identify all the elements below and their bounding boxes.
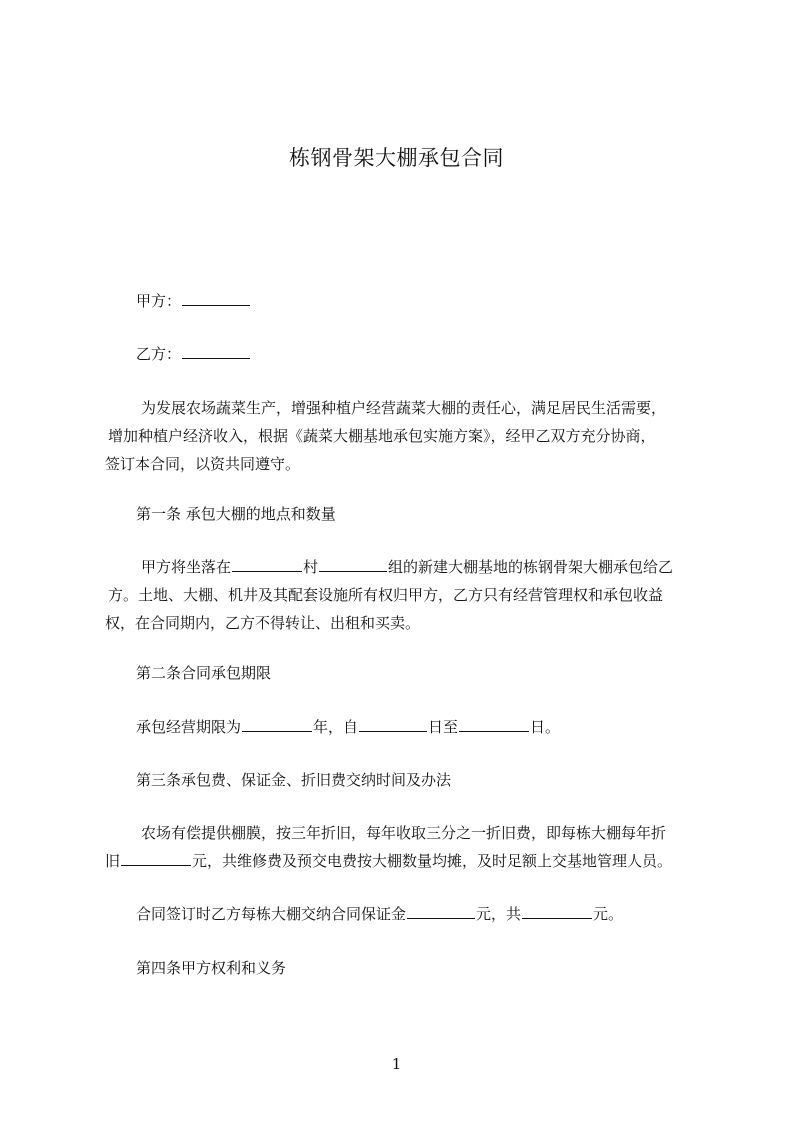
document-title: 栋钢骨架大棚承包合同: [289, 146, 504, 170]
deposit-per-blank: [407, 902, 475, 919]
party-b-blank: [182, 342, 250, 359]
party-a-label: 甲方：: [136, 292, 182, 310]
article-1-text-a: 甲方将坐落在: [141, 558, 232, 576]
party-b-label: 乙方：: [136, 345, 182, 363]
article-4-heading: 第四条甲方权利和义务: [136, 959, 287, 977]
deposit-line: [105, 900, 705, 928]
party-b-line: [105, 340, 705, 368]
article-1-line-2: 方。土地、大棚、机井及其配套设施所有权归甲方，乙方只有经营管理权和承包收益: [108, 586, 664, 604]
depreciation-blank: [121, 849, 191, 866]
party-a-line: [105, 287, 705, 315]
article-3-text-b: 元，共维修费及预交电费按大棚数量均摊，及时足额上交基地管理人员。: [192, 852, 673, 870]
term-text-a: 承包经营期限为: [136, 718, 242, 736]
group-blank: [319, 555, 387, 572]
term-text-b: 年，自: [313, 718, 359, 736]
term-years-blank: [242, 715, 312, 732]
intro-line-3: 签订本合同，以资共同遵守。: [105, 455, 301, 473]
article-1-paragraph: [105, 553, 705, 637]
deposit-text-b: 元，共: [476, 905, 522, 923]
article-2-term-line: [105, 713, 705, 741]
article-3-paragraph: [105, 819, 705, 875]
term-text-d: 日。: [530, 718, 561, 736]
term-text-c: 日至: [428, 718, 459, 736]
article-1-heading: 第一条 承包大棚的地点和数量: [136, 505, 336, 523]
article-3-line-1: 农场有偿提供棚膜，按三年折旧，每年收取三分之一折旧费，即每栋大棚每年折: [141, 824, 667, 842]
article-1-line-1: [105, 553, 705, 581]
deposit-total-blank: [522, 902, 592, 919]
article-1-text-c: 组的新建大棚基地的栋钢骨架大棚承包给乙: [388, 558, 674, 576]
article-1-text-b: 村: [303, 558, 319, 576]
article-3-heading: 第三条承包费、保证金、折旧费交纳时间及办法: [136, 771, 452, 789]
party-a-blank: [182, 289, 250, 306]
intro-line-1: 为发展农场蔬菜生产，增强种植户经营蔬菜大棚的责任心，满足居民生活需要，: [141, 399, 667, 417]
village-blank: [232, 555, 302, 572]
term-end-blank: [459, 715, 529, 732]
intro-paragraph: [105, 394, 705, 478]
deposit-text-c: 元。: [593, 905, 624, 923]
article-3-text-a: 旧: [105, 852, 121, 870]
deposit-text-a: 合同签订时乙方每栋大棚交纳合同保证金: [136, 905, 407, 923]
article-1-line-3: 权，在合同期内，乙方不得转让、出租和买卖。: [105, 614, 421, 632]
term-start-blank: [359, 715, 427, 732]
page-number: 1: [391, 1055, 402, 1073]
intro-line-2: 增加种植户经济收入，根据《蔬菜大棚基地承包实施方案》，经甲乙双方充分协商，: [108, 427, 656, 445]
article-2-heading: 第二条合同承包期限: [136, 664, 272, 682]
article-3-line-2: [105, 847, 705, 875]
